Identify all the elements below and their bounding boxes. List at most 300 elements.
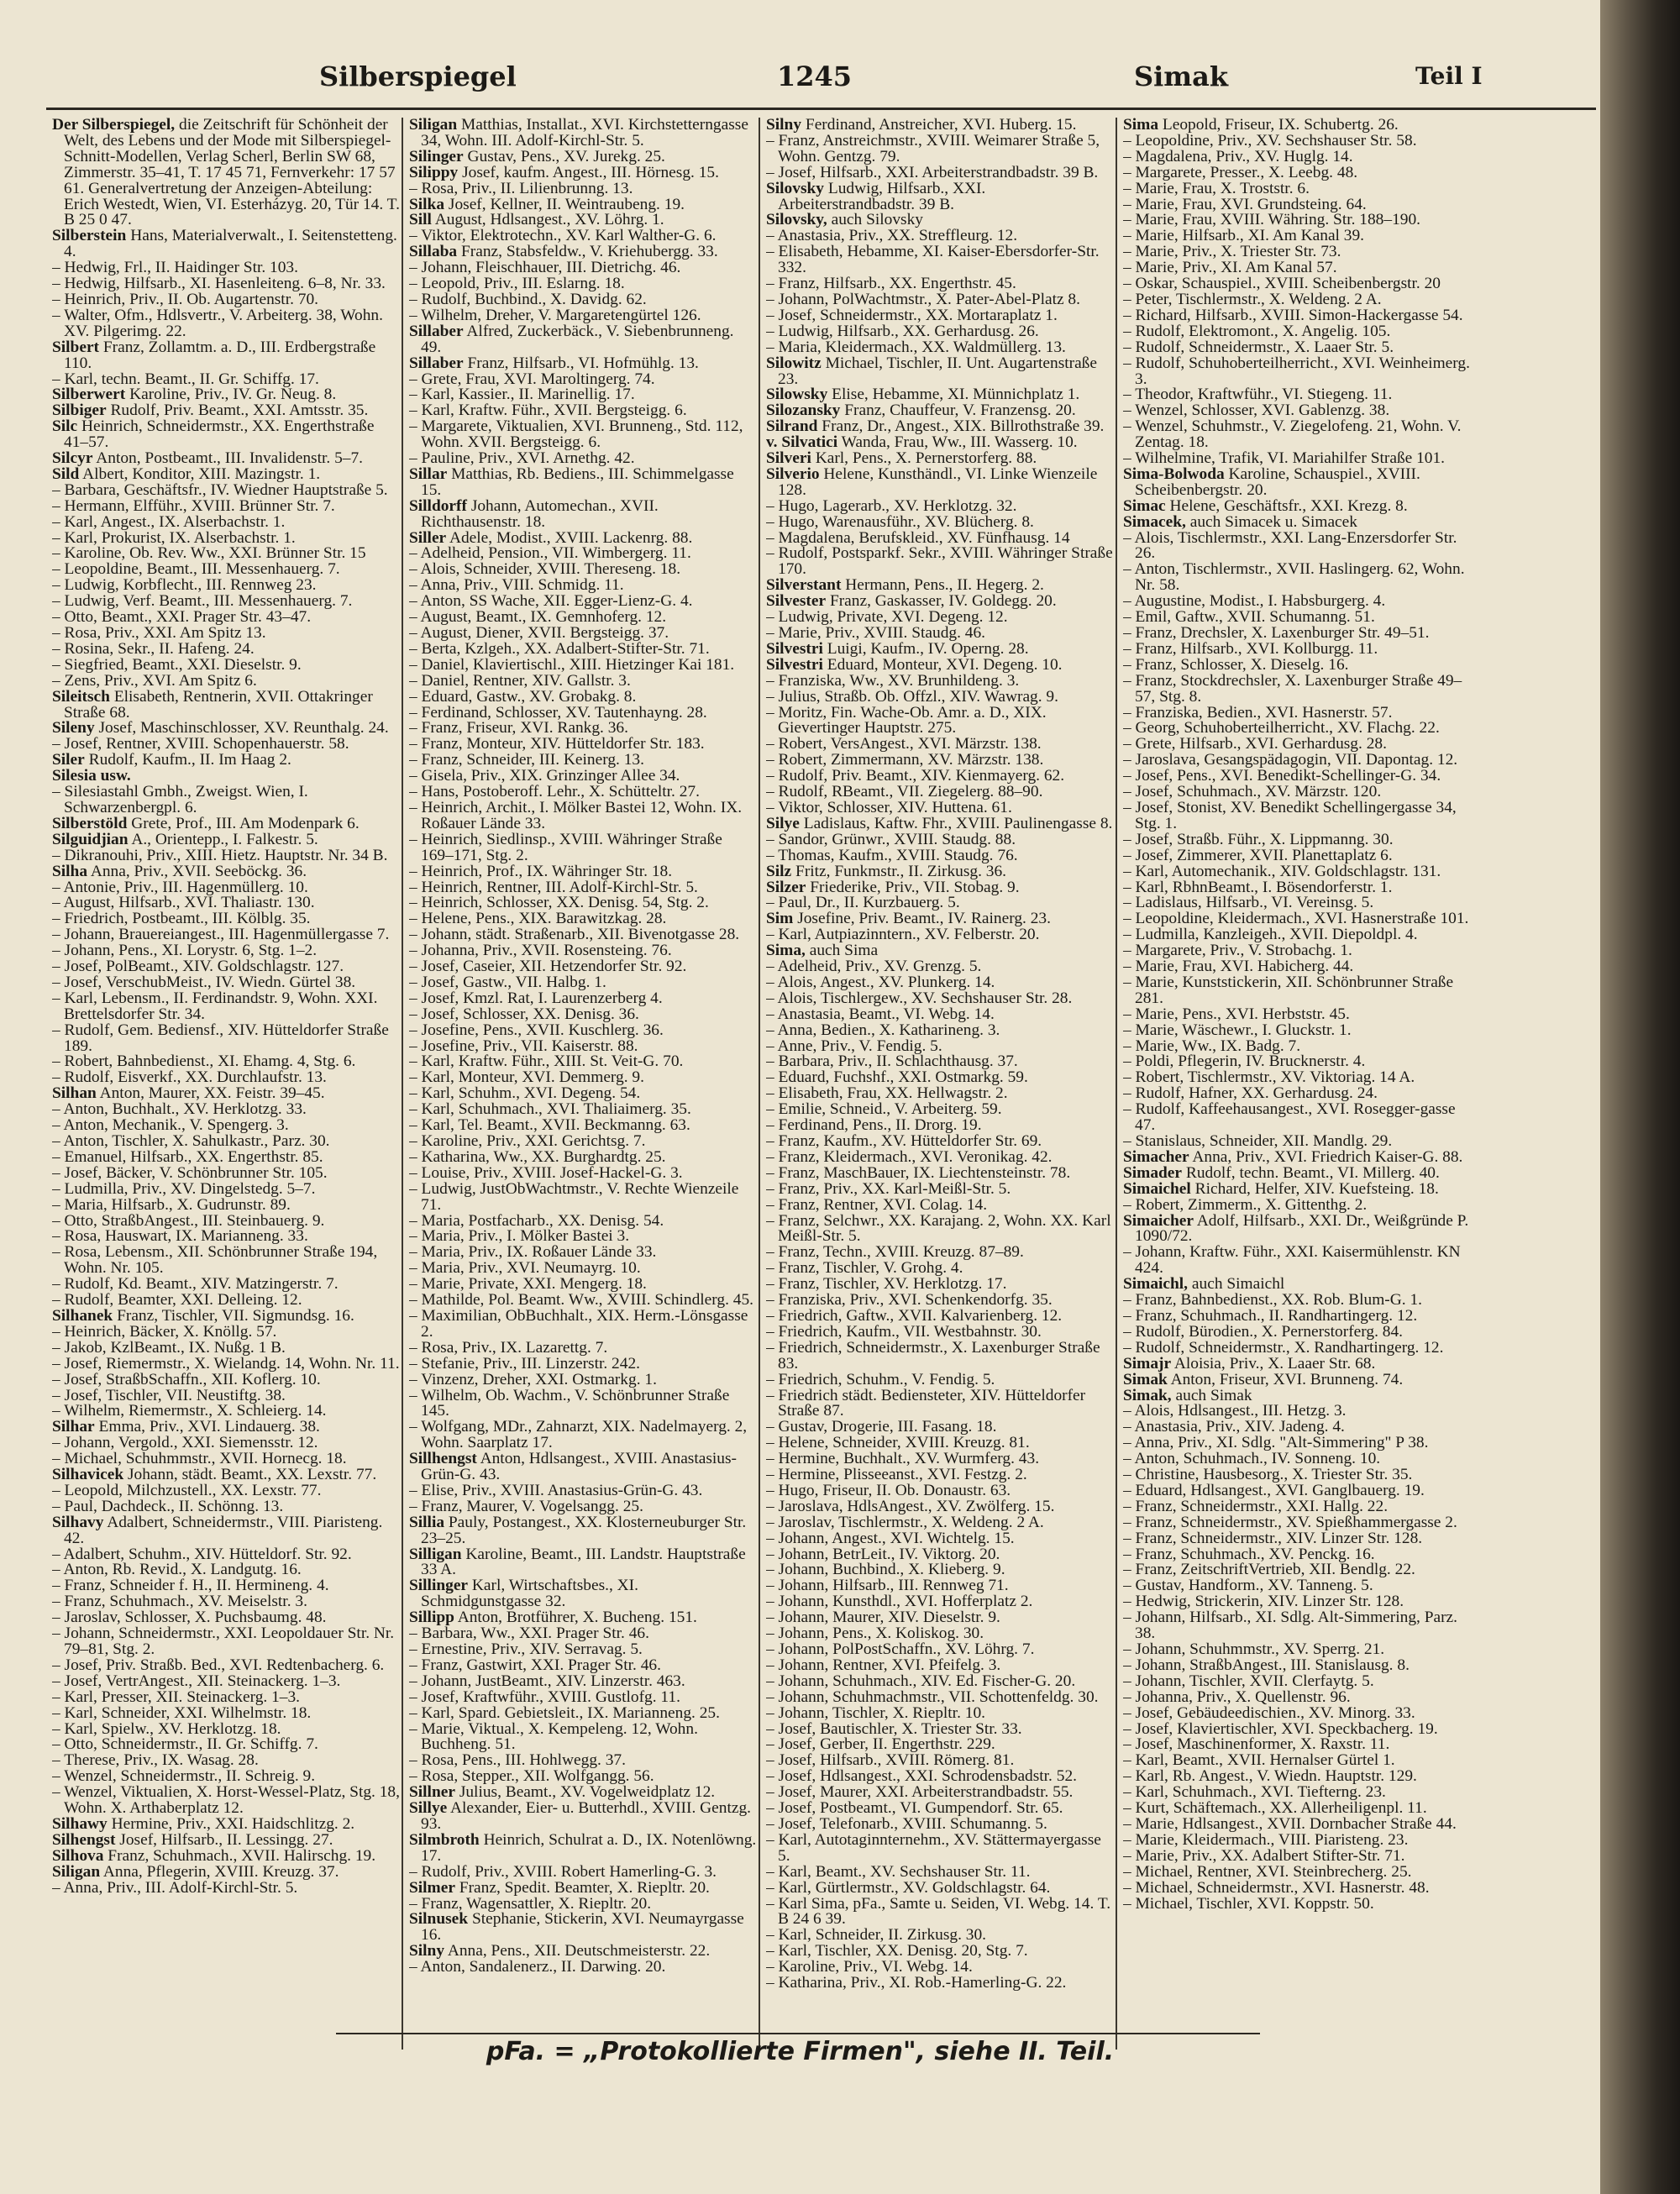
entry-details: – Jakob, KzlBeamt., IX. Nußg. 1 B.: [52, 1338, 286, 1357]
entry-details: – Karoline, Ob. Rev. Ww., XXI. Brünner Str. 15: [52, 544, 366, 563]
entry-details: – Franz, Wagensattler, X. Riepltr. 20.: [409, 1894, 652, 1913]
entry-details: – Friedrich, Schuhm., V. Fendig. 5.: [766, 1370, 995, 1388]
entry-surname: Silz: [766, 862, 792, 880]
entry-details: – Johann, Schneidermstr., XXI. Leopoldauer Str. Nr. 79–81, Stg. 2.: [52, 1625, 395, 1658]
entry-surname: Sillia: [409, 1513, 445, 1531]
entry-details: – Johann, Schuhmach., XIV. Ed. Fischer-G. 20.: [766, 1672, 1076, 1690]
entry-details: – Maria, Hilfsarb., X. Gudrunstr. 89.: [52, 1195, 291, 1214]
entry-details: – Josef, Pens., XVI. Benedikt-Schellinger-G. 34.: [1123, 767, 1441, 785]
entry-details: – Wenzel, Viktualien, X. Horst-Wessel-Platz, Stg. 18, Wohn. X. Arthaberplatz 12.: [52, 1783, 400, 1818]
entry-details: – Anna, Priv., VIII. Schmidg. 11.: [409, 576, 624, 595]
entry-details: – Rudolf, Priv., XVIII. Robert Hamerling-G. 3.: [409, 1862, 717, 1881]
entry-surname: Simacek,: [1123, 512, 1186, 531]
directory-column-3: [766, 118, 1115, 2024]
directory-entry: [1123, 528, 1472, 563]
entry-surname: Silovsky,: [766, 211, 827, 229]
entry-details: – Anton, Buchhalt., XV. Herklotzg. 33.: [52, 1100, 307, 1119]
entry-details: – Josef, Gebäudeedischien., XV. Minorg. 33.: [1123, 1703, 1415, 1722]
entry-details: – Zens, Priv., XVI. Am Spitz 6.: [52, 671, 257, 690]
entry-details: – Louise, Priv., XVIII. Josef-Hackel-G. 3.: [409, 1163, 683, 1182]
entry-details: – Daniel, Rentner, XIV. Gallstr. 3.: [409, 671, 631, 690]
directory-entry: [52, 1878, 401, 1897]
directory-entry: [1123, 1102, 1472, 1134]
entry-details: auch Simaichl: [1191, 1275, 1285, 1294]
entry-details: – Maria, Priv., XVI. Neumayrg. 10.: [409, 1259, 641, 1278]
entry-surname: Sillinger: [409, 1577, 469, 1595]
entry-details: – Georg, Schuhoberteilherricht., XV. Flachg. 22.: [1123, 719, 1440, 737]
entry-details: – Josef, Hdlsangest., XXI. Schrodensbadstr. 52.: [766, 1767, 1077, 1786]
entry-details: – Ludwig, Private, XVI. Degeng. 12.: [766, 608, 1008, 627]
entry-details: Julius, Beamt., XV. Vogelweidplatz 12.: [459, 1783, 716, 1802]
entry-details: – Rudolf, Hafner, XX. Gerhardusg. 24.: [1123, 1084, 1378, 1103]
directory-entry: [409, 118, 758, 150]
entry-details: – Ferdinand, Schlosser, XV. Tautenhayng. 28.: [409, 703, 707, 722]
directory-entry: [409, 1719, 758, 1754]
entry-details: – Karl, Autotaginnternehm., XV. Stättermayergasse 5.: [766, 1830, 1101, 1865]
entry-details: – Karl, Monteur, XVI. Demmerg. 9.: [409, 1068, 644, 1087]
entry-details: – Wilhelmine, Trafik, VI. Mariahilfer Straße 101.: [1123, 449, 1446, 468]
directory-entry: [52, 687, 401, 722]
entry-details: – Rudolf, Priv. Beamt., XIV. Kienmayerg. 62.: [766, 767, 1065, 785]
entry-details: – Alois, Schneider, XVIII. Thereseng. 18.: [409, 560, 681, 579]
directory-entry: [766, 1830, 1115, 1865]
entry-details: Hans, Materialverwalt., I. Seitenstetteng. 4.: [64, 227, 397, 261]
entry-surname: Silhavicek: [52, 1466, 124, 1484]
entry-details: – Otto, Schneidermstr., II. Gr. Schiffg. 7.: [52, 1735, 318, 1754]
entry-details: Grete, Prof., III. Am Modenpark 6.: [131, 814, 360, 832]
entry-details: Aloisia, Priv., X. Laaer Str. 68.: [1173, 1354, 1376, 1373]
page-header: [50, 52, 1592, 102]
entry-details: – Kurt, Schäftemach., XX. Allerheiligenpl. 11.: [1123, 1799, 1427, 1818]
entry-surname: Sillaber: [409, 322, 464, 340]
entry-details: – Sandor, Grünwr., XVIII. Staudg. 88.: [766, 830, 1016, 848]
entry-details: – Josef, Stonist, XV. Benedikt Schellingergasse 34, Stg. 1.: [1123, 798, 1457, 832]
entry-surname: Simac: [1123, 496, 1166, 515]
entry-details: – Walter, Ofm., Hdlsvertr., V. Arbeiterg. 38, Wohn. XV. Pilgerimg. 22.: [52, 306, 383, 340]
entry-details: – Anton, Rb. Revid., X. Landgutg. 16.: [52, 1561, 302, 1579]
entry-details: – Karl, Gürtlermstr., XV. Goldschlagstr. 64.: [766, 1878, 1051, 1897]
directory-entry: [766, 1388, 1115, 1420]
entry-surname: Siler: [52, 751, 85, 769]
entry-details: – Rosa, Pens., III. Hohlwegg. 37.: [409, 1751, 626, 1770]
entry-surname: Siller: [409, 528, 447, 547]
entry-details: – Johann, BetrLeit., IV. Viktorg. 20.: [766, 1545, 1000, 1563]
entry-details: Adalbert, Schneidermstr., VIII. Piaristeng. 42.: [64, 1513, 383, 1547]
entry-details: – Thomas, Kaufm., XVIII. Staudg. 76.: [766, 846, 1018, 864]
entry-surname: Sileny: [52, 719, 95, 737]
entry-details: – Hugo, Lagerarb., XV. Herklotzg. 32.: [766, 496, 1017, 515]
directory-entry: [409, 1912, 758, 1944]
entry-details: – Marie, Priv., XI. Am Kanal 57.: [1123, 259, 1337, 277]
entry-details: – Johann, StraßbAngest., III. Stanislausg. 8.: [1123, 1656, 1410, 1674]
directory-entry: [409, 467, 758, 499]
entry-details: – Michael, Tischler, XVI. Koppstr. 50.: [1123, 1894, 1374, 1913]
entry-details: – Ludwig, Hilfsarb., XX. Gerhardusg. 26.: [766, 322, 1039, 340]
header-rule: [46, 108, 1596, 110]
directory-entry: [52, 1245, 401, 1277]
entry-details: – Maria, Kleidermach., XX. Waldmüllerg. 13.: [766, 338, 1066, 356]
entry-details: – Rosa, Priv., IX. Lazarettg. 7.: [409, 1338, 608, 1357]
entry-details: – Elisabeth, Frau, XX. Hellwagstr. 2.: [766, 1084, 1008, 1103]
entry-details: – Karl, Autpiazinntern., XV. Felberstr. 20.: [766, 926, 1040, 944]
entry-details: – Franz, Schneider f. H., II. Hermineng. 4.: [52, 1577, 329, 1595]
entry-details: – Anastasia, Beamt., VI. Webg. 14.: [766, 1005, 995, 1023]
entry-details: auch Simak: [1175, 1386, 1252, 1404]
entry-details: – Robert, Tischlermstr., XV. Viktoriag. 14 A.: [1123, 1068, 1415, 1087]
entry-details: – Barbara, Geschäftsfr., IV. Wiedner Hauptstraße 5.: [52, 480, 388, 499]
entry-details: – Hugo, Warenausführ., XV. Blücherg. 8.: [766, 512, 1034, 531]
entry-details: Rudolf, Kaufm., II. Im Haag 2.: [88, 751, 291, 769]
entry-details: – Grete, Hilfsarb., XVI. Gerhardusg. 28.: [1123, 735, 1387, 753]
entry-details: – Franz, Tischler, V. Grohg. 4.: [766, 1259, 963, 1278]
directory-entry: [1123, 1245, 1472, 1277]
entry-details: Anton, Hdlsangest., XVIII. Anastasius-Grün-G. 43.: [421, 1450, 737, 1484]
entry-surname: Silvestri: [766, 655, 823, 674]
entry-details: – Josef, Kmzl. Rat, I. Laurenzerberg 4.: [409, 989, 663, 1007]
entry-surname: Sillaba: [409, 243, 458, 261]
entry-details: Heinrich, Schneidermstr., XX. Engerthstraße 41–57.: [64, 417, 375, 452]
entry-details: – Leopoldine, Priv., XV. Sechshauser Str. 58.: [1123, 131, 1417, 150]
entry-details: – Viktor, Schlosser, XIV. Huttena. 61.: [766, 798, 1012, 816]
directory-entry: [52, 340, 401, 372]
entry-surname: Silverstant: [766, 576, 842, 595]
entry-details: – Michael, Schuhmmstr., XVII. Hornecg. 18.: [52, 1450, 347, 1468]
entry-details: – Rudolf, Schneidermstr., X. Laaer Str. 5.: [1123, 338, 1394, 356]
entry-details: Ladislaus, Kaftw. Fhr., XVIII. Paulinengasse 8.: [803, 814, 1113, 832]
entry-details: – Robert, Zimmerm., X. Gittenthg. 2.: [1123, 1195, 1368, 1214]
entry-details: – Hermann, Elfführ., XVIII. Brünner Str. 7.: [52, 496, 335, 515]
entry-surname: Silldorff: [409, 496, 467, 515]
entry-details: auch Silovsky: [831, 211, 923, 229]
entry-details: – Karl, Spard. Gebietsleit., IX. Marianneng. 25.: [409, 1703, 720, 1722]
entry-details: – Anna, Bedien., X. Katharineng. 3.: [766, 1021, 1000, 1039]
directory-entry: [409, 1306, 758, 1341]
entry-surname: Silnusek: [409, 1910, 469, 1929]
entry-details: – Ludwig, Verf. Beamt., III. Messenhauerg. 7.: [52, 592, 353, 611]
entry-surname: Silbert: [52, 338, 100, 356]
entry-details: Gustav, Pens., XV. Jurekg. 25.: [467, 147, 665, 165]
entry-details: – Johann, Maurer, XIV. Dieselstr. 9.: [766, 1609, 1000, 1627]
entry-surname: Silha: [52, 862, 88, 880]
entry-details: Alfred, Zuckerbäck., V. Siebenbrunneng. 49.: [421, 322, 734, 356]
entry-details: – Anton, Sandalenerz., II. Darwing. 20.: [409, 1958, 666, 1976]
entry-details: – Marie, Private, XXI. Mengerg. 18.: [409, 1275, 647, 1294]
entry-details: – Johann, Brauereiangest., III. Hagenmüllergasse 7.: [52, 926, 390, 944]
entry-details: – Theodor, Kraftwführ., VI. Stiegeng. 11.: [1123, 386, 1393, 404]
footer-rule: [336, 2033, 1260, 2034]
entry-details: – Johann, Schuhmachmstr., VII. Schottenfeldg. 30.: [766, 1687, 1099, 1706]
entry-surname: Silligan: [409, 1545, 462, 1563]
entry-details: – Maria, Priv., IX. Roßauer Lände 33.: [409, 1243, 657, 1262]
entry-details: – Gustav, Drogerie, III. Fasang. 18.: [766, 1418, 997, 1436]
entry-details: Josefine, Priv. Beamt., IV. Rainerg. 23.: [797, 910, 1051, 928]
entry-details: – Johann, Hilfsarb., III. Rennweg 71.: [766, 1577, 1009, 1595]
directory-entry: [1123, 419, 1472, 451]
entry-details: Ludwig, Hilfsarb., XXI. Arbeiterstrandbadstr. 39 B.: [778, 179, 986, 213]
entry-details: – Gisela, Priv., XIX. Grinzinger Allee 34.: [409, 767, 680, 785]
directory-entry: [1123, 467, 1472, 499]
entry-surname: Silovsky: [766, 179, 824, 197]
entry-details: – Karl, Rb. Angest., V. Wiedn. Hauptstr. 129.: [1123, 1767, 1417, 1786]
entry-surname: Siligan: [409, 118, 458, 134]
entry-details: – Berta, Kzlgeh., XX. Adalbert-Stifter-Str. 71.: [409, 639, 710, 658]
entry-surname: Sillye: [409, 1799, 448, 1818]
entry-details: – Hermine, Plisseeanst., XVI. Festzg. 2.: [766, 1466, 1027, 1484]
entry-details: – Otto, StraßbAngest., III. Steinbauerg. 9.: [52, 1211, 325, 1230]
entry-surname: Silzer: [766, 878, 806, 896]
entry-details: – Josef, Telefonarb., XVIII. Schumanng. 5.: [766, 1814, 1047, 1833]
entry-details: – Richard, Hilfsarb., XVIII. Simon-Hackergasse 54.: [1123, 306, 1463, 324]
entry-details: – Anton, SS Wache, XII. Egger-Lienz-G. 4.: [409, 592, 693, 611]
entry-surname: Silberstöld: [52, 814, 128, 832]
entry-details: – Friedrich städt. Bediensteter, XIV. Hütteldorfer Straße 87.: [766, 1386, 1086, 1420]
entry-surname: Silvester: [766, 592, 827, 611]
entry-details: Rudolf, Priv. Beamt., XXI. Amtsstr. 35.: [110, 402, 369, 420]
entry-details: Josef, Kellner, II. Weintraubeng. 19.: [448, 195, 685, 213]
entry-details: – Johann, PolWachtmstr., X. Pater-Abel-Platz 8.: [766, 290, 1080, 308]
entry-details: – Michael, Schneidermstr., XVI. Hasnerstr. 48.: [1123, 1878, 1430, 1897]
entry-details: – Karl, Schuhmach., XVI. Thaliaimerg. 35.: [409, 1100, 691, 1119]
entry-details: – Adelheid, Priv., XV. Grenzg. 5.: [766, 958, 982, 976]
entry-details: – Eduard, Hdlsangest., XVI. Ganglbauerg. 19.: [1123, 1481, 1425, 1499]
entry-details: – Karl, Prokurist, IX. Alserbachstr. 1.: [52, 528, 296, 547]
entry-details: – Helene, Pens., XIX. Barawitzkag. 28.: [409, 910, 667, 928]
entry-details: – Elisabeth, Hebamme, XI. Kaiser-Ebersdorfer-Str. 332.: [766, 243, 1100, 277]
directory-entry: [766, 546, 1115, 578]
entry-details: – Franz, ZeitschriftVertrieb, XII. Bendlg. 22.: [1123, 1561, 1415, 1579]
entry-surname: Silippy: [409, 163, 459, 181]
directory-entry: [52, 1023, 401, 1055]
entry-details: Elise, Hebamme, XI. Münnichplatz 1.: [832, 386, 1080, 404]
entry-surname: Simajr: [1123, 1354, 1172, 1373]
entry-details: – Karoline, Priv., XXI. Gerichtsg. 7.: [409, 1132, 646, 1150]
entry-details: – Rudolf, Elektromont., X. Angelig. 105.: [1123, 322, 1391, 340]
directory-entry: [52, 1515, 401, 1547]
entry-surname: Sillar: [409, 465, 448, 483]
entry-details: – Eduard, Gastw., XV. Grobakg. 8.: [409, 687, 637, 706]
entry-details: – Alois, Tischlermstr., XXI. Lang-Enzersdorfer Str. 26.: [1123, 528, 1457, 563]
entry-surname: Sima: [1123, 118, 1159, 134]
entry-details: – Josef, Maurer, XXI. Arbeiterstrandbadstr. 55.: [766, 1783, 1074, 1802]
entry-details: – Magdalena, Priv., XV. Huglg. 14.: [1123, 147, 1353, 165]
entry-surname: Silka: [409, 195, 445, 213]
directory-entry: [409, 1960, 758, 1976]
directory-entry: [766, 181, 1115, 213]
entry-details: – Karl, Kraftw. Führ., XIII. St. Veit-G. 70.: [409, 1052, 684, 1071]
entry-details: – Wilhelm, Riemermstr., X. Schleierg. 14.: [52, 1402, 327, 1420]
entry-details: – Josef, VertrAngest., XII. Steinackerg. 1–3.: [52, 1672, 341, 1690]
directory-entry: [52, 118, 401, 228]
entry-details: – Rudolf, Schneidermstr., X. Randhartingerg. 12.: [1123, 1338, 1444, 1357]
entry-surname: Sileitsch: [52, 687, 110, 706]
entry-details: – Jaroslava, HdlsAngest., XV. Zwölferg. 15.: [766, 1497, 1055, 1515]
entry-details: Franz, Spedit. Beamter, X. Riepltr. 20.: [459, 1878, 710, 1897]
entry-details: – Josef, Gastw., VII. Halbg. 1.: [409, 973, 606, 991]
entry-details: – Mathilde, Pol. Beamt. Ww., XVIII. Schindlerg. 45.: [409, 1291, 754, 1310]
entry-details: – August, Beamt., IX. Gemnhoferg. 12.: [409, 608, 667, 627]
entry-details: – Therese, Priv., IX. Wasag. 28.: [52, 1751, 259, 1770]
entry-surname: Sillipp: [409, 1609, 454, 1627]
entry-details: – Karl, Spielw., XV. Herklotzg. 18.: [52, 1719, 281, 1738]
entry-details: Anna, Pflegerin, XVIII. Kreuzg. 37.: [102, 1862, 339, 1881]
entry-details: – Franz, Anstreichmstr., XVIII. Weimarer Straße 5, Wohn. Gentzg. 79.: [766, 131, 1100, 165]
entry-details: – Johann, Tischler, XVII. Clerfaytg. 5.: [1123, 1672, 1374, 1690]
entry-surname: Silhawy: [52, 1814, 108, 1833]
directory-entry: [409, 1179, 758, 1214]
entry-details: Franz, Chauffeur, V. Franzensg. 20.: [844, 402, 1076, 420]
entry-details: – Wenzel, Schuhmstr., V. Ziegelofeng. 21, Wohn. V. Zentag. 18.: [1123, 417, 1462, 452]
entry-details: – Franz, Kleidermach., XVI. Veronikag. 42.: [766, 1147, 1053, 1166]
entry-details: – Eduard, Fuchshf., XXI. Ostmarkg. 59.: [766, 1068, 1028, 1087]
entry-details: Franz, Hilfsarb., VI. Hofmühlg. 13.: [467, 354, 699, 372]
entry-surname: Simaichel: [1123, 1179, 1191, 1198]
entry-details: – Johanna, Priv., XVII. Rosensteing. 76.: [409, 942, 672, 960]
entry-details: – Alois, Angest., XV. Plunkerg. 14.: [766, 973, 995, 991]
entry-details: Karoline, Beamt., III. Landstr. Hauptstraße 33 A.: [421, 1545, 746, 1579]
entry-details: Anton, Friseur, XVI. Brunneng. 74.: [1170, 1370, 1404, 1388]
entry-details: – Anna, Priv., XI. Sdlg. "Alt-Simmering" P 38.: [1123, 1434, 1429, 1452]
entry-surname: Silc: [52, 417, 78, 436]
directory-entry: [409, 419, 758, 451]
entry-surname: Simacher: [1123, 1147, 1189, 1166]
column-divider: [402, 118, 403, 2050]
entry-details: – Barbara, Ww., XXI. Prager Str. 46.: [409, 1625, 649, 1643]
entry-details: – Margarete, Viktualien, XVI. Brunneng., Std. 112, Wohn. XVII. Bergsteigg. 6.: [409, 417, 743, 452]
entry-surname: Silhavy: [52, 1513, 104, 1531]
entry-surname: Silmer: [409, 1878, 455, 1897]
entry-details: – Marie, Frau, XVI. Habicherg. 44.: [1123, 958, 1354, 976]
entry-details: – Poldi, Pflegerin, IV. Brucknerstr. 4.: [1123, 1052, 1366, 1071]
entry-details: Leopold, Friseur, IX. Schubertg. 26.: [1162, 118, 1399, 134]
entry-details: – Hedwig, Hilfsarb., XI. Hasenleiteng. 6–8, Nr. 33.: [52, 275, 386, 293]
entry-details: – Rudolf, Schuhoberteilherricht., XVI. Weinheimerg. 3.: [1123, 354, 1470, 388]
directory-entry: [409, 832, 758, 864]
entry-details: Franz, Gaskasser, IV. Goldegg. 20.: [829, 592, 1057, 611]
entry-surname: Silowsky: [766, 386, 828, 404]
entry-surname: Silberwert: [52, 386, 126, 404]
entry-details: – Franz, Schuhmach., XV. Meiselstr. 3.: [52, 1593, 307, 1611]
entry-details: – Josef, StraßbSchaffn., XII. Koflerg. 10.: [52, 1370, 321, 1388]
entry-details: Wanda, Frau, Ww., III. Wasserg. 10.: [841, 433, 1078, 452]
directory-entry: [766, 131, 1115, 165]
entry-details: – Karl Sima, pFa., Samte u. Seiden, VI. Webg. 14. T. B 24 6 39.: [766, 1894, 1111, 1929]
entry-details: – Vinzenz, Dreher, XXI. Ostmarkg. 1.: [409, 1370, 657, 1388]
entry-details: – Franz, Techn., XVIII. Kreuzg. 87–89.: [766, 1243, 1024, 1262]
entry-details: Friederike, Priv., VII. Stobag. 9.: [810, 878, 1020, 896]
entry-details: – Josef, Hilfsarb., XVIII. Römerg. 81.: [766, 1751, 1015, 1770]
directory-entry: [409, 1830, 758, 1865]
directory-entry: [52, 785, 401, 816]
entry-details: – Wilhelm, Ob. Wachm., V. Schönbrunner Straße 145.: [409, 1386, 730, 1420]
entry-surname: Silhanek: [52, 1306, 113, 1325]
entry-details: – Daniel, Klaviertischl., XIII. Hietzinger Kai 181.: [409, 655, 735, 674]
entry-details: – Johann, Schuhmmstr., XV. Sperrg. 21.: [1123, 1640, 1385, 1658]
directory-entry: [766, 1211, 1115, 1246]
entry-details: Matthias, Installat., XVI. Kirchstetterngasse 34, Wohn. III. Adolf-Kirchl-Str. 5.: [421, 118, 748, 150]
entry-details: – Heinrich, Schlosser, XX. Denisg. 54, Stg. 2.: [409, 894, 709, 912]
directory-entry: [409, 1515, 758, 1547]
directory-entry: [409, 1388, 758, 1420]
entry-details: – Franz, Selchwr., XX. Karajang. 2, Wohn. XX. Karl Meißl-Str. 5.: [766, 1211, 1111, 1246]
entry-details: – Pauline, Priv., XVI. Arnethg. 42.: [409, 449, 635, 468]
entry-details: – Augustine, Modist., I. Habsburgerg. 4.: [1123, 592, 1386, 611]
entry-details: – Gustav, Handform., XV. Tanneng. 5.: [1123, 1577, 1373, 1595]
entry-details: – Heinrich, Rentner, III. Adolf-Kirchl-Str. 5.: [409, 878, 698, 896]
entry-details: – Franz, Monteur, XIV. Hütteldorfer Str. 183.: [409, 735, 705, 753]
entry-details: Alexander, Eier- u. Butterhdl., XVIII. Gentzg. 93.: [421, 1799, 752, 1833]
entry-surname: Sima,: [766, 942, 806, 960]
entry-details: – Josefine, Priv., VII. Kaiserstr. 88.: [409, 1037, 638, 1055]
entry-details: – Franz, Schlosser, X. Dieselg. 16.: [1123, 655, 1349, 674]
entry-details: – Karl, Angest., IX. Alserbachstr. 1.: [52, 512, 286, 531]
entry-details: – Josef, Hilfsarb., XXI. Arbeiterstrandbadstr. 39 B.: [766, 163, 1099, 181]
entry-details: – Rudolf, RBeamt., VII. Ziegelerg. 88–90.: [766, 783, 1043, 801]
entry-details: – Emanuel, Hilfsarb., XX. Engerthstr. 85.: [52, 1147, 323, 1166]
directory-entry: [766, 1338, 1115, 1373]
entry-details: – Ludwig, JustObWachtmstr., V. Rechte Wienzeile 71.: [409, 1179, 739, 1214]
entry-details: – Michael, Rentner, XVI. Steinbrecherg. 25.: [1123, 1862, 1412, 1881]
entry-details: – Marie, Viktual., X. Kempeleng. 12, Wohn. Buchheng. 51.: [409, 1719, 698, 1754]
directory-entry: [409, 1547, 758, 1579]
directory-entry: [766, 1894, 1115, 1929]
entry-details: Stephanie, Stickerin, XVI. Neumayrgasse 16.: [421, 1910, 744, 1945]
entry-details: – Josef, Tischler, VII. Neustiftg. 38.: [52, 1386, 286, 1404]
entry-details: Anna, Priv., XVII. Seeböckg. 36.: [90, 862, 307, 880]
directory-entry: [1123, 562, 1472, 594]
entry-details: – Rudolf, Kd. Beamt., XIV. Matzingerstr. 7.: [52, 1275, 339, 1294]
entry-details: – Marie, Frau, XVIII. Währing. Str. 188–190.: [1123, 211, 1421, 229]
entry-details: Pauly, Postangest., XX. Klosterneuburger Str. 23–25.: [421, 1513, 747, 1547]
entry-details: – Paul, Dr., II. Kurzbauerg. 5.: [766, 894, 960, 912]
directory-entry: [766, 703, 1115, 737]
directory-entry: [1123, 1211, 1472, 1246]
entry-details: – Karl, Tischler, XX. Denisg. 20, Stg. 7.: [766, 1942, 1028, 1960]
entry-details: – Franz, Rentner, XVI. Colag. 14.: [766, 1195, 988, 1214]
entry-details: – Grete, Frau, XVI. Maroltingerg. 74.: [409, 370, 655, 388]
entry-details: – Stefanie, Priv., III. Linzerstr. 242.: [409, 1354, 640, 1373]
entry-details: – Johann, Tischler, X. Riepltr. 10.: [766, 1703, 986, 1722]
header-left-keyword: Silberspiegel: [319, 60, 517, 92]
entry-details: – Franziska, Ww., XV. Brunhildeng. 3.: [766, 671, 1020, 690]
header-part-label: Teil I: [1415, 62, 1483, 90]
entry-details: Albert, Konditor, XIII. Mazingstr. 1.: [82, 465, 321, 483]
entry-details: – Karl, Kassier., II. Marinellig. 17.: [409, 386, 635, 404]
directory-entry: [409, 1801, 758, 1833]
entry-surname: Silcyr: [52, 449, 93, 468]
entry-details: – Marie, Wäschewr., I. Gluckstr. 1.: [1123, 1021, 1352, 1039]
entry-surname: Sillner: [409, 1783, 455, 1802]
entry-details: – Rudolf, Kaffeehausangest., XVI. Rosegger-gasse 47.: [1123, 1100, 1456, 1135]
entry-details: August, Hdlsangest., XV. Löhrg. 1.: [434, 211, 664, 229]
entry-surname: Silhar: [52, 1418, 95, 1436]
entry-surname: Silye: [766, 814, 800, 832]
entry-details: Rudolf, techn. Beamt., VI. Millerg. 40.: [1185, 1163, 1440, 1182]
entry-details: Franz, Zollamtm. a. D., III. Erdbergstraße 110.: [64, 338, 376, 372]
entry-details: – Anton, Schuhmach., IV. Sonneng. 10.: [1123, 1450, 1381, 1468]
entry-surname: Sillhengst: [409, 1450, 477, 1468]
entry-details: – Julius, Straßb. Ob. Offzl., XIV. Wawrag. 9.: [766, 687, 1058, 706]
entry-surname: Der Silberspiegel,: [52, 118, 176, 134]
entry-details: – Josef, Schuhmach., XV. Märzstr. 120.: [1123, 783, 1382, 801]
entry-details: – Silesiastahl Gmbh., Zweigst. Wien, I. Schwarzenbergpl. 6.: [52, 783, 308, 816]
entry-details: – Johann, Rentner, XVI. Pfeifelg. 3.: [766, 1656, 1001, 1674]
entry-details: – Rosa, Priv., XXI. Am Spitz 13.: [52, 624, 266, 642]
entry-details: A., Orientepp., I. Falkestr. 5.: [131, 830, 318, 848]
directory-entry: [766, 467, 1115, 499]
entry-details: – Margarete, Presser., X. Leebg. 48.: [1123, 163, 1358, 181]
entry-details: – Katharina, Priv., XI. Rob.-Hamerling-G. 22.: [766, 1974, 1067, 1992]
entry-details: – Franziska, Bedien., XVI. Hasnerstr. 57.: [1123, 703, 1393, 722]
